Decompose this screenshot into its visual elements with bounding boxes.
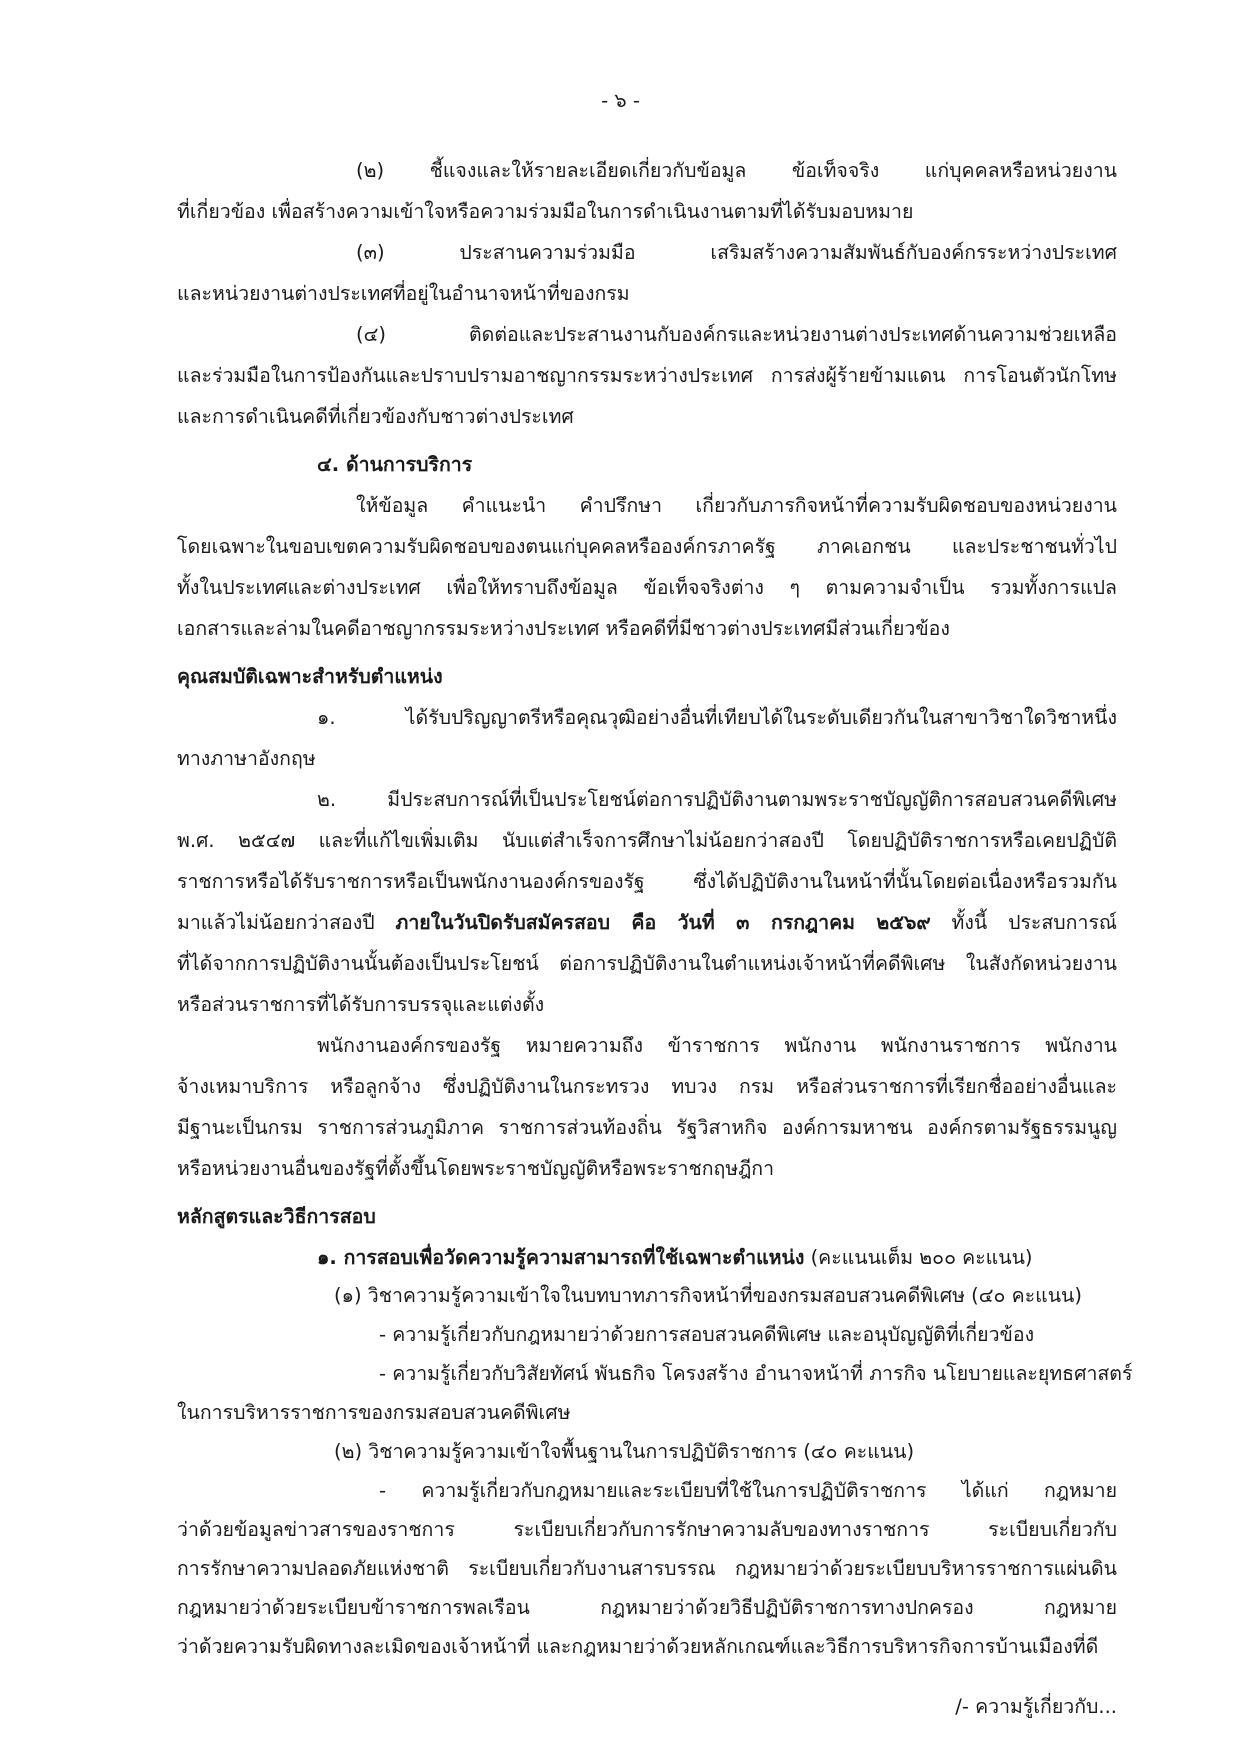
duty-3-line-1: (๓) ประสานความร่วมมือ เสริมสร้างความสัมพันธ์กับองค์กรระหว่างประเทศ [356, 241, 1117, 264]
qualification-2-line-2: พ.ศ. ๒๕๔๗ และที่แก้ไขเพิ่มเติม นับแต่สำเร็จการศึกษาไม่น้อยกว่าสองปี โดยปฏิบัติราชการหรือเคยปฏิบัติ [177, 829, 1117, 852]
qualification-1-line-2: ทางภาษาอังกฤษ [177, 747, 316, 770]
service-line-2: โดยเฉพาะในขอบเขตความรับผิดชอบของตนแก่บุคคลหรือองค์กรภาครัฐ ภาคเอกชน และประชาชนทั่วไป [177, 535, 1117, 558]
service-line-4: เอกสารและล่ามในคดีอาชญากรรมระหว่างประเทศ หรือคดีที่มีชาวต่างประเทศมีส่วนเกี่ยวข้อง [177, 617, 950, 640]
qualification-2-prefix: มาแล้วไม่น้อยกว่าสองปี [177, 911, 396, 934]
employee-definition-line-3: มีฐานะเป็นกรม ราชการส่วนภูมิภาค ราชการส่วนท้องถิ่น รัฐวิสาหกิจ องค์การมหาชน องค์กรตามรัฐธรรมนูญ [177, 1116, 1117, 1139]
employee-definition-line-2: จ้างเหมาบริการ หรือลูกจ้าง ซึ่งปฏิบัติงานในกระทรวง ทบวง กรม หรือส่วนราชการที่เรียกชื่ออย่างอื่นและ [177, 1075, 1117, 1098]
qualification-2-suffix: ทั้งนี้ ประสบการณ์ [930, 911, 1118, 934]
service-heading: ๔. ด้านการบริการ [317, 453, 473, 476]
service-line-3: ทั้งในประเทศและต่างประเทศ เพื่อให้ทราบถึงข้อมูล ข้อเท็จจริงต่าง ๆ ตามความจำเป็น รวมทั้งการแปล [177, 576, 1117, 599]
exam-1-title-bold: ๑. การสอบเพื่อวัดความรู้ความสามารถที่ใช้เฉพาะตำแหน่ง [317, 1246, 805, 1269]
qualification-2-line-5: ที่ได้จากการปฏิบัติงานนั้นต้องเป็นประโยชน์ ต่อการปฏิบัติงานในตำแหน่งเจ้าหน้าที่คดีพิเศษ ในสังกัดหน่วยงาน [177, 952, 1117, 975]
duty-4-line-3: และการดำเนินคดีที่เกี่ยวข้องกับชาวต่างประเทศ [177, 405, 574, 428]
service-line-1: ให้ข้อมูล คำแนะนำ คำปรึกษา เกี่ยวกับภารกิจหน้าที่ความรับผิดชอบของหน่วยงาน [356, 494, 1117, 517]
subject-2-bullet-1-line-5: ว่าด้วยความรับผิดทางละเมิดของเจ้าหน้าที่ และกฎหมายว่าด้วยหลักเกณฑ์และวิธีการบริหารกิจการบ้านเมืองที่ดี [177, 1635, 1099, 1658]
duty-3-line-2: และหน่วยงานต่างประเทศที่อยู่ในอำนาจหน้าที่ของกรม [177, 282, 630, 305]
qualification-1-line-1: ๑. ได้รับปริญญาตรีหรือคุณวุฒิอย่างอื่นที่เทียบได้ในระดับเดียวกันในสาขาวิชาใดวิชาหนึ่ง [317, 706, 1117, 729]
subject-1-bullet-2-line-2: ในการบริหารราชการของกรมสอบสวนคดีพิเศษ [177, 1401, 571, 1424]
exam-1-title [317, 1241, 1117, 1275]
duty-4-line-2: และร่วมมือในการป้องกันและปราบปรามอาชญากรรมระหว่างประเทศ การส่งผู้ร้ายข้ามแดน การโอนตัวนักโทษ [177, 364, 1117, 387]
exam-1-score: (คะแนนเต็ม ๒๐๐ คะแนน) [804, 1246, 1033, 1269]
employee-definition-line-4: หรือหน่วยงานอื่นของรัฐที่ตั้งขึ้นโดยพระราชบัญญัติหรือพระราชกฤษฎีกา [177, 1157, 775, 1180]
employee-definition-line-1: พนักงานองค์กรของรัฐ หมายความถึง ข้าราชการ พนักงาน พนักงานราชการ พนักงาน [317, 1034, 1117, 1057]
subject-2-bullet-1-line-1: - ความรู้เกี่ยวกับกฎหมายและระเบียบที่ใช้ในการปฏิบัติราชการ ได้แก่ กฎหมาย [379, 1479, 1117, 1502]
subject-1-bullet-2-line-1: - ความรู้เกี่ยวกับวิสัยทัศน์ พันธกิจ โครงสร้าง อำนาจหน้าที่ ภารกิจ นโยบายและยุทธศาสตร์ [379, 1362, 1133, 1385]
application-deadline: ภายในวันปิดรับสมัครสอบ คือ วันที่ ๓ กรกฎาคม ๒๕๖๙ [395, 911, 931, 934]
subject-2-bullet-1-line-4: กฎหมายว่าด้วยระเบียบข้าราชการพลเรือน กฎหมายว่าด้วยวิธีปฏิบัติราชการทางปกครอง กฎหมาย [177, 1596, 1117, 1619]
duty-2-line-2: ที่เกี่ยวข้อง เพื่อสร้างความเข้าใจหรือความร่วมมือในการดำเนินงานตามที่ได้รับมอบหมาย [177, 200, 914, 223]
qualification-2-line-4 [177, 906, 1117, 940]
subject-2-bullet-1-line-2: ว่าด้วยข้อมูลข่าวสารของราชการ ระเบียบเกี่ยวกับการรักษาความลับของทางราชการ ระเบียบเกี่ยวกับ [177, 1518, 1117, 1541]
qualification-2-line-6: หรือส่วนราชการที่ได้รับการบรรจุและแต่งตั้ง [177, 993, 545, 1016]
curriculum-heading: หลักสูตรและวิธีการสอบ [177, 1205, 376, 1228]
page-number: - ๖ - [601, 89, 640, 112]
exam-1-subject-2: (๒) วิชาความรู้ความเข้าใจพื้นฐานในการปฏิบัติราชการ (๔๐ คะแนน) [334, 1440, 915, 1463]
duty-4-line-1: (๔) ติดต่อและประสานงานกับองค์กรและหน่วยงานต่างประเทศด้านความช่วยเหลือ [356, 323, 1117, 346]
subject-1-bullet-1: - ความรู้เกี่ยวกับกฎหมายว่าด้วยการสอบสวนคดีพิเศษ และอนุบัญญัติที่เกี่ยวข้อง [379, 1323, 1035, 1346]
continuation-note: /- ความรู้เกี่ยวกับ... [955, 1695, 1117, 1718]
qualification-2-line-3: ราชการหรือได้รับราชการหรือเป็นพนักงานองค์กรของรัฐ ซึ่งได้ปฏิบัติงานในหน้าที่นั้นโดยต่อเนื่องหรือรวมกัน [177, 870, 1117, 893]
exam-1-subject-1: (๑) วิชาความรู้ความเข้าใจในบทบาทภารกิจหน้าที่ของกรมสอบสวนคดีพิเศษ (๔๐ คะแนน) [334, 1284, 1082, 1307]
qualification-2-line-1: ๒. มีประสบการณ์ที่เป็นประโยชน์ต่อการปฏิบัติงานตามพระราชบัญญัติการสอบสวนคดีพิเศษ [317, 788, 1117, 811]
qualifications-heading: คุณสมบัติเฉพาะสำหรับตำแหน่ง [177, 665, 443, 688]
duty-2-line-1: (๒) ชี้แจงและให้รายละเอียดเกี่ยวกับข้อมูล ข้อเท็จจริง แก่บุคคลหรือหน่วยงาน [356, 159, 1117, 182]
subject-2-bullet-1-line-3: การรักษาความปลอดภัยแห่งชาติ ระเบียบเกี่ยวกับงานสารบรรณ กฎหมายว่าด้วยระเบียบบริหารราชการแผ่นดิน [177, 1557, 1117, 1580]
